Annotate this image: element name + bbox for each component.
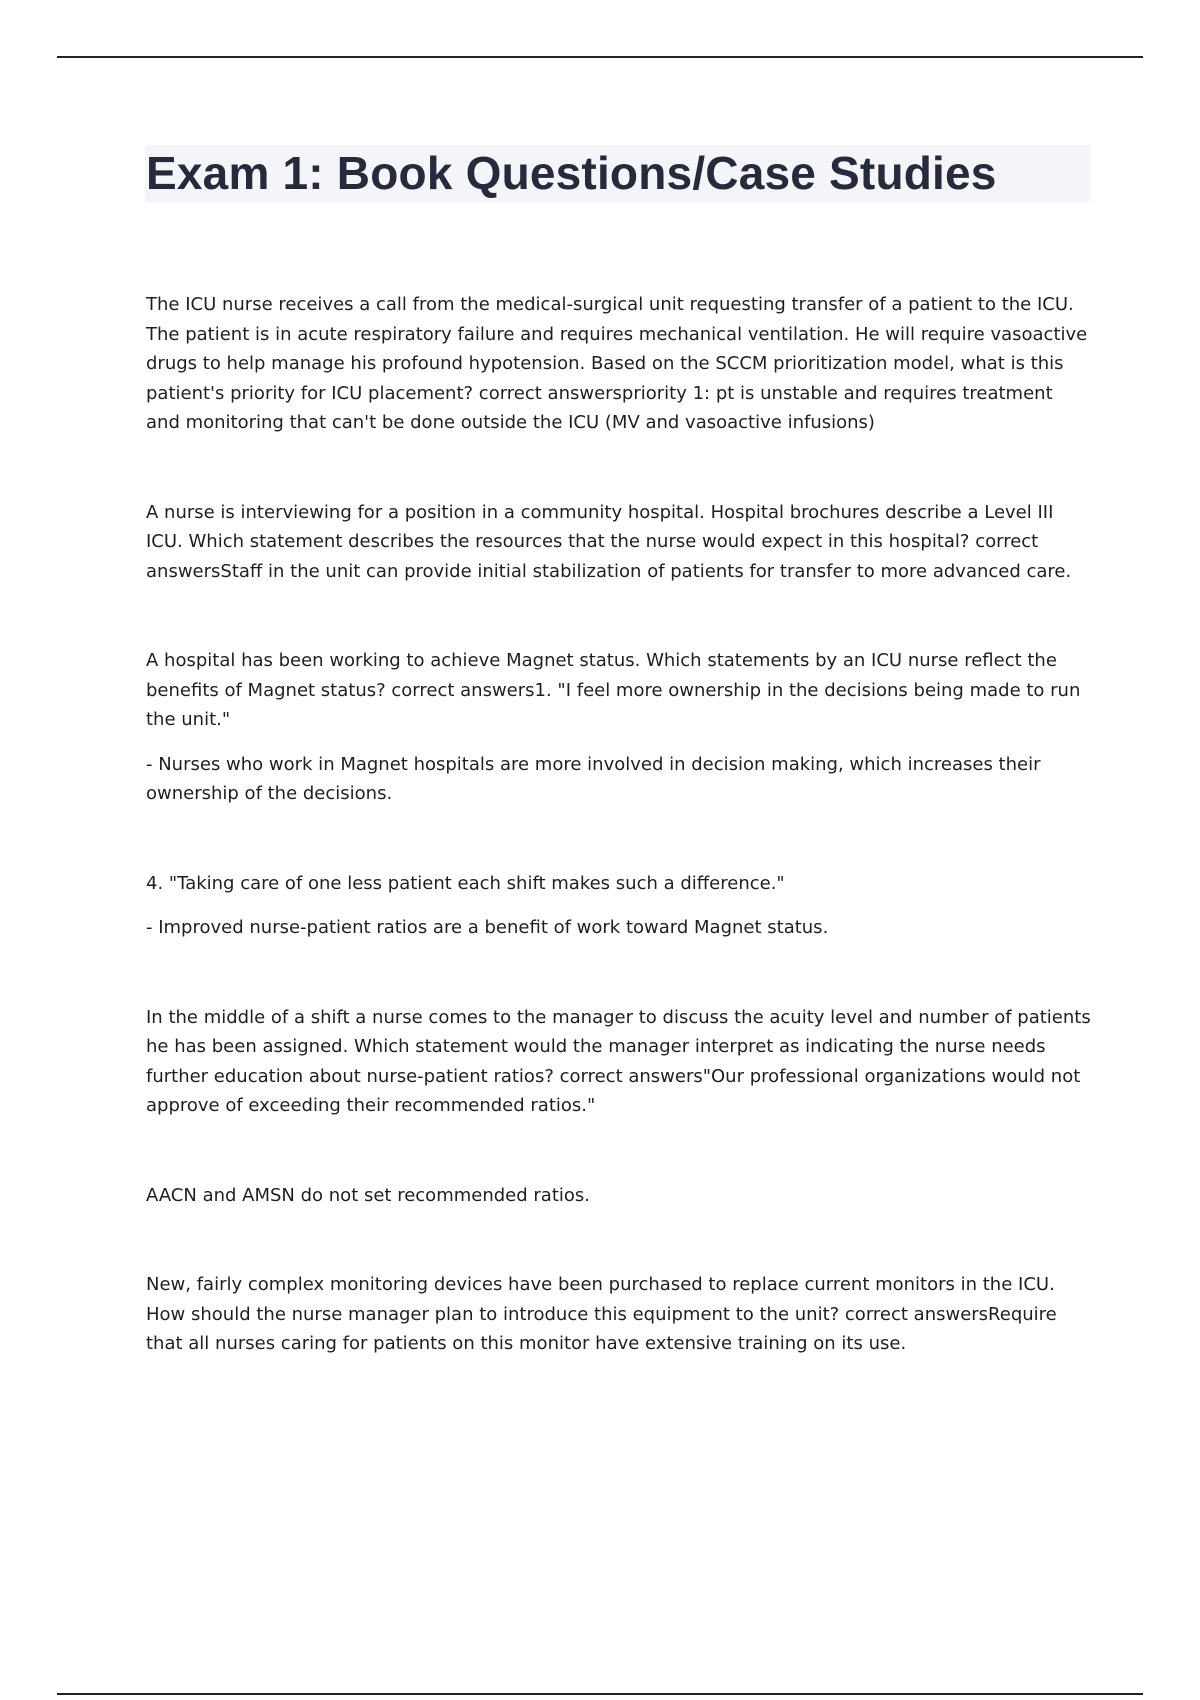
- answer-option-4: 4. "Taking care of one less patient each shift makes such a difference.": [146, 872, 785, 894]
- question-1: The ICU nurse receives a call from the medical-surgical unit requesting transfer of a patient to the ICU. The patient is in acute respiratory failure and requires mechanical ventilation. He will require vasoactive drugs to help manage his profound hypotension. Based on the SCCM prioritization model, what is this patient's priority for ICU placement? correct answerspriority 1: pt is unstable and requires treatment and monitoring that can't be done outside the ICU (MV and vasoactive infusions): [146, 294, 1088, 433]
- question-2: A nurse is interviewing for a position in a community hospital. Hospital brochures describe a Level III ICU. Which statement describes the resources that the nurse would expect in this hospital? correct answersStaff in the unit can provide initial stabilization of patients for transfer to more advanced care.: [146, 501, 1072, 582]
- document-body: [146, 290, 1092, 1359]
- page-title: Exam 1: Book Questions/Case Studies: [146, 147, 997, 199]
- rationale-4: - Improved nurse-patient ratios are a benefit of work toward Magnet status.: [146, 917, 829, 938]
- question-4: In the middle of a shift a nurse comes to the manager to discuss the acuity level and number of patients he has been assigned. Which statement would the manager interpret as indicating the nurse needs further education about nurse-patient ratios? correct answers"Our professional organizations would not approve of exceeding their recommended ratios.": [146, 1006, 1091, 1116]
- question-5: New, fairly complex monitoring devices have been purchased to replace current monitors in the ICU. How should the nurse manager plan to introduce this equipment to the unit? correct answersRequire that all nurses caring for patients on this monitor have extensive training on its use.: [146, 1274, 1057, 1354]
- header-rule: [57, 56, 1143, 58]
- question-3: A hospital has been working to achieve Magnet status. Which statements by an ICU nurse reflect the benefits of Magnet status? correct answers1. "I feel more ownership in the decisions being made to run the unit.": [146, 650, 1081, 730]
- rationale-3: - Nurses who work in Magnet hospitals are more involved in decision making, which increases their ownership of the decisions.: [146, 753, 1041, 804]
- footer-rule: [57, 1693, 1143, 1695]
- rationale-question-4: AACN and AMSN do not set recommended ratios.: [146, 1184, 590, 1206]
